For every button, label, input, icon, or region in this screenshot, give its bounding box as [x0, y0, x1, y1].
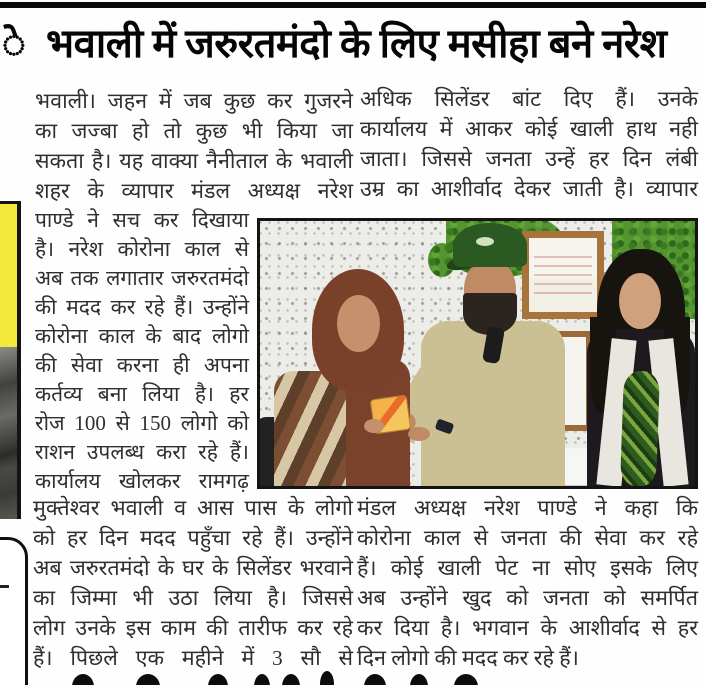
cutoff-next-headline-fragment: [58, 669, 498, 685]
glyph-fragment: [136, 674, 160, 685]
article-line: कार्यालय में आकर कोई खाली हाथ नही: [360, 117, 698, 141]
glyph-fragment: [72, 674, 94, 685]
glyph-fragment: [254, 674, 270, 685]
young-woman-stole-green-panel: [620, 370, 660, 486]
glyph-fragment: [454, 674, 478, 685]
glyph-fragment: [320, 671, 334, 685]
glyph-fragment: [282, 674, 300, 685]
article-line: अब जरुरतमंदो के घर के सिलेंडर भरवाने: [33, 556, 353, 580]
article-line: कर्तव्य बना लिया है। हर: [35, 382, 249, 406]
left-column-bottom: [33, 493, 353, 673]
glyph-fragment: [410, 674, 428, 685]
article-line: मंडल अध्यक्ष नरेश पाण्डे ने कहा कि: [357, 496, 698, 520]
left-column-top: [35, 86, 353, 206]
adjacent-rounded-frame: [0, 537, 28, 685]
elderly-woman-hand: [364, 419, 384, 433]
article-line: पाण्डे ने सच कर दिखाया: [35, 208, 249, 232]
right-column-bottom: [357, 493, 698, 673]
yellow-highlight-fragment: [0, 204, 17, 347]
news-photo: [257, 218, 698, 489]
headline-text: भवाली में जरुरतमंदो के लिए मसीहा बने नरेश: [46, 21, 667, 66]
masthead-rule: [0, 2, 706, 8]
glyph-fragment: [364, 674, 386, 685]
headline: [0, 16, 706, 74]
left-column-beside-photo: [35, 206, 249, 496]
article-line: की सेवा करना ही अपना: [35, 353, 249, 377]
article-line: का जिम्मा भी उठा लिया है। जिससे: [33, 586, 353, 610]
article-line: अधिक सिलेंडर बांट दिए हैं। उनके: [360, 87, 698, 111]
article-line: कोरोना काल से जनता की सेवा कर रहे: [357, 526, 698, 550]
article-line: का जज्बा हो तो कुछ भी किया जा: [35, 119, 353, 143]
adjacent-column-box: [0, 201, 21, 519]
adjacent-headline-fragment: े: [2, 21, 26, 66]
adjacent-photo-fragment: [0, 347, 17, 519]
article-line: मुक्तेश्वर भवाली व आस पास के लोगो: [33, 496, 353, 520]
adjacent-text-fragment: [0, 585, 9, 588]
article-line: की मदद कर रहे हैं। उन्होंने: [35, 295, 249, 319]
certificate-text-lines: [534, 249, 592, 295]
article-line: भवाली। जहन में जब कुछ कर गुजरने: [35, 89, 353, 113]
man-hand: [408, 427, 430, 441]
article-line: हैं। कोई खाली पेट ना सोए इसके लिए: [357, 556, 698, 580]
article-line: दिन लोगो की मदद कर रहे हैं।: [357, 646, 579, 670]
right-column-top: [360, 84, 698, 204]
article-line: अब तक लगातार जरुरतमंदो: [35, 266, 249, 290]
young-woman-face: [619, 273, 661, 329]
article-line: उम्र का आशीर्वाद देकर जाती है। व्यापार: [360, 177, 698, 201]
article-line: कोरोना काल के बाद लोगो: [35, 324, 249, 348]
man-cap-logo: [476, 237, 494, 246]
elderly-woman-face: [337, 295, 380, 352]
glyph-fragment: [208, 674, 228, 685]
article-line: लोग उनके इस काम की तारीफ कर रहे: [33, 616, 353, 640]
article-line: को हर दिन मदद पहुँचा रहे हैं। उन्होंने: [33, 526, 353, 550]
article-line: कार्यालय खोलकर रामगढ़: [35, 469, 249, 493]
article-line: सकता है। यह वाक्या नैनीताल के भवाली: [35, 149, 353, 173]
article-line: रोज 100 से 150 लोगो को: [35, 411, 249, 435]
article-line: है। नरेश कोरोना काल से: [35, 237, 249, 261]
article-line: राशन उपलब्ध करा रहे हैं।: [35, 440, 249, 464]
article-line: जाता। जिससे जनता उन्हें हर दिन लंबी: [360, 147, 698, 171]
article-line: अब उन्होंने खुद को जनता को समर्पित: [357, 586, 698, 610]
article-line: शहर के व्यापार मंडल अध्यक्ष नरेश: [35, 179, 353, 203]
article-line: हैं। पिछले एक महीने में 3 सौ से: [33, 646, 353, 670]
article-line: कर दिया है। भगवान के आशीर्वाद से हर: [357, 616, 698, 640]
